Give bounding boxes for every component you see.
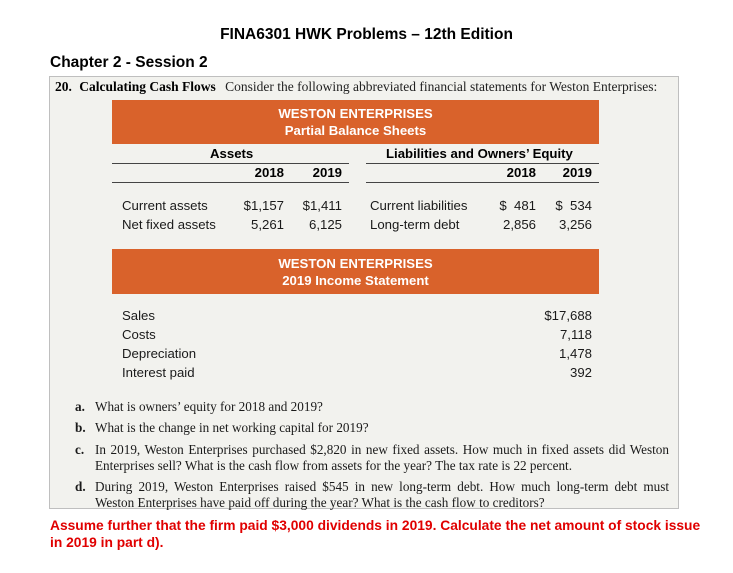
income-statement-subtitle: 2019 Income Statement	[282, 273, 429, 288]
liab-current-2018: $ 481	[499, 198, 536, 213]
liab-longterm-2019: 3,256	[558, 217, 592, 232]
income-label-sales: Sales	[122, 308, 155, 323]
problem-statement	[55, 79, 657, 95]
asset-current-2019: $1,411	[302, 198, 342, 213]
income-label-interest: Interest paid	[122, 365, 195, 380]
liab-year-2019: 2019	[562, 165, 592, 180]
assets-year-2018: 2018	[254, 165, 284, 180]
liab-current-2019: $ 534	[555, 198, 592, 213]
question-a-letter: a.	[75, 399, 85, 414]
income-value-sales: $17,688	[544, 308, 592, 323]
income-label-depreciation: Depreciation	[122, 346, 197, 361]
balance-sheet-company: WESTON ENTERPRISES	[278, 106, 433, 121]
assets-heading: Assets	[210, 146, 254, 161]
income-statement-company: WESTON ENTERPRISES	[278, 256, 433, 271]
question-d-letter: d.	[75, 479, 86, 494]
asset-label-fixed: Net fixed assets	[122, 217, 216, 232]
asset-current-2018: $1,157	[243, 198, 284, 213]
asset-fixed-2019: 6,125	[308, 217, 342, 232]
income-value-costs: 7,118	[559, 327, 592, 342]
document-title: FINA6301 HWK Problems – 12th Edition	[220, 26, 513, 43]
question-a	[75, 399, 669, 415]
question-a-text: What is owners’ equity for 2018 and 2019?	[95, 399, 323, 414]
question-b-letter: b.	[75, 420, 86, 435]
asset-fixed-2018: 5,261	[250, 217, 284, 232]
problem-number: 20.	[55, 79, 72, 94]
liabilities-heading-rule	[366, 163, 599, 164]
liab-label-longterm: Long-term debt	[370, 217, 460, 232]
assets-year-2019: 2019	[312, 165, 342, 180]
liab-longterm-2018: 2,856	[502, 217, 536, 232]
assets-year-rule	[112, 182, 349, 183]
income-value-interest: 392	[569, 365, 592, 380]
instructor-note: Assume further that the firm paid $3,000 dividends in 2019. Calculate the net amount of stock issue in 2019 in part d).	[50, 518, 701, 550]
assets-heading-rule	[112, 163, 349, 164]
liabilities-heading: Liabilities and Owners’ Equity	[386, 146, 573, 161]
asset-label-current: Current assets	[122, 198, 208, 213]
income-statement-banner	[112, 249, 599, 294]
question-c	[75, 442, 669, 473]
question-c-letter: c.	[75, 442, 85, 457]
income-value-depreciation: 1,478	[558, 346, 592, 361]
liab-year-rule	[366, 182, 599, 183]
liab-year-2018: 2018	[506, 165, 536, 180]
liab-label-current: Current liabilities	[370, 198, 468, 213]
problem-description: Consider the following abbreviated financial statements for Weston Enterprises:	[225, 79, 658, 94]
session-heading: Chapter 2 - Session 2	[50, 54, 208, 71]
question-d-text: During 2019, Weston Enterprises raised $545 in new long-term debt. How much long-term debt must Weston Enterprises have paid off during the year? What is the cash flow to creditors?	[95, 479, 669, 510]
problem-title: Calculating Cash Flows	[79, 79, 216, 94]
question-b-text: What is the change in net working capital for 2019?	[95, 420, 369, 435]
balance-sheet-subtitle: Partial Balance Sheets	[284, 123, 427, 138]
balance-sheet-banner	[112, 100, 599, 144]
question-d	[75, 479, 669, 510]
question-c-text: In 2019, Weston Enterprises purchased $2,820 in new fixed assets. How much in fixed assets did Weston Enterprises sell? What is the cash flow from assets for the year? The tax rate is 22 percent.	[95, 442, 669, 473]
question-b	[75, 420, 669, 436]
income-label-costs: Costs	[122, 327, 156, 342]
